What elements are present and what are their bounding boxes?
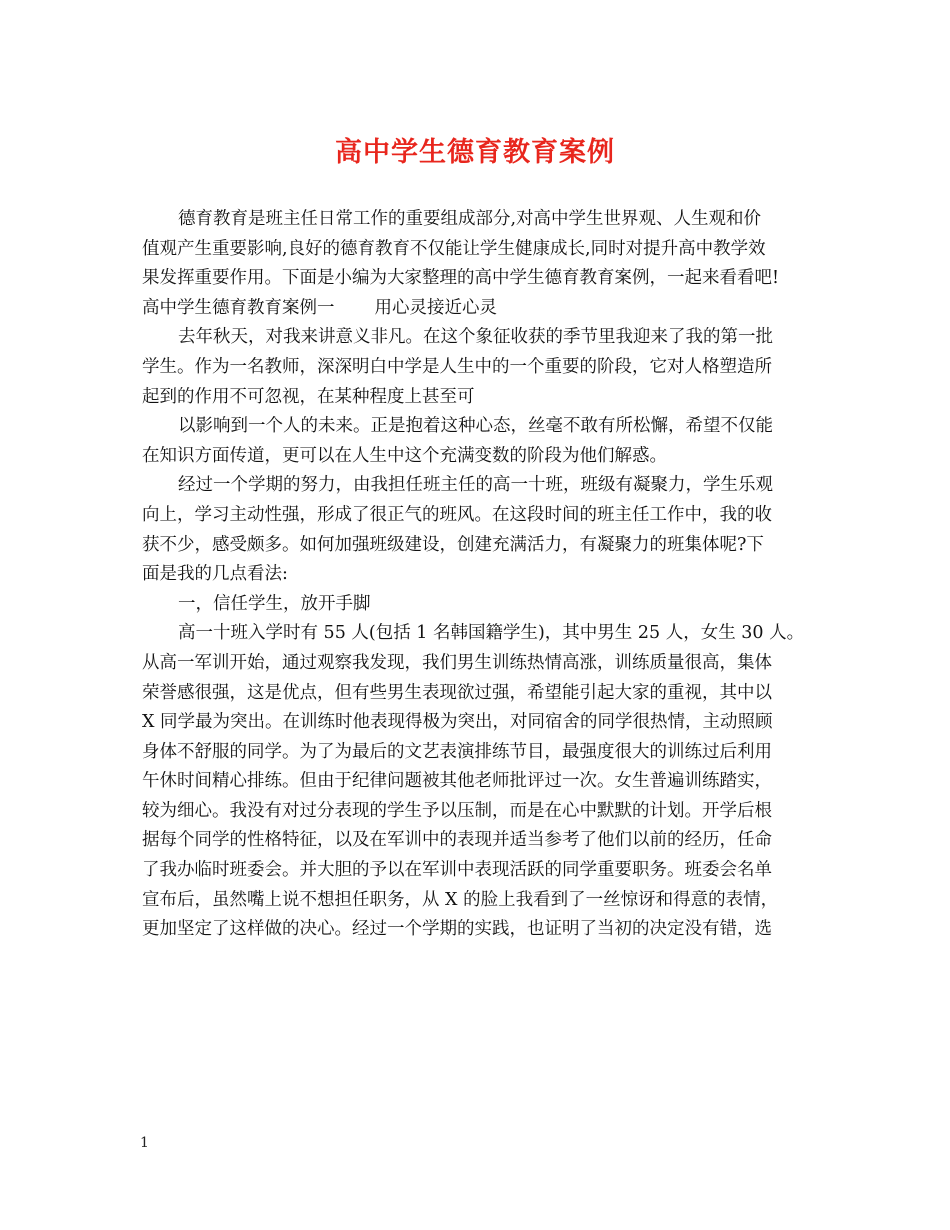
case-heading: 高中学生德育教育案例一	[142, 297, 335, 318]
text-line: 果发挥重要作用。下面是小编为大家整理的高中学生德育教育案例，一起来看看吧!	[142, 268, 780, 289]
text-line: 一，信任学生，放开手脚	[178, 593, 371, 614]
page-number: 1	[140, 1135, 149, 1151]
text-line: 德育教育是班主任日常工作的重要组成部分,对高中学生世界观、人生观和价	[178, 209, 762, 229]
text-line: 去年秋天，对我来讲意义非凡。在这个象征收获的季节里我迎来了我的第一批	[178, 327, 773, 348]
text-line: 更加坚定了这样做的决心。经过一个学期的实践，也证明了当初的决定没有错，选	[142, 919, 772, 940]
text-line: 据每个同学的性格特征，以及在军训中的表现并适当参考了他们以前的经历，任命	[142, 830, 772, 851]
text-line: 从高一军训开始，通过观察我发现，我们男生训练热情高涨，训练质量很高，集体	[142, 652, 772, 673]
text-line: 身体不舒服的同学。为了为最后的文艺表演排练节目，最强度很大的训练过后利用	[142, 741, 772, 762]
text-line: 向上，学习主动性强，形成了很正气的班风。在这段时间的班主任工作中，我的收	[142, 504, 772, 525]
text-line: 较为细心。我没有对过分表现的学生予以压制，而是在心中默默的计划。开学后根	[142, 800, 772, 821]
text-line: 起到的作用不可忽视，在某种程度上甚至可	[142, 386, 475, 407]
document-body	[142, 205, 814, 945]
text-line: 获不少，感受颇多。如何加强班级建设，创建充满活力，有凝聚力的班集体呢?下	[142, 534, 764, 555]
text-line: X 同学最为突出。在训练时他表现得极为突出，对同宿舍的同学很热情，主动照顾	[142, 712, 773, 733]
text-line: 宣布后，虽然嘴上说不想担任职务，从 X 的脸上我看到了一丝惊讶和得意的表情，	[142, 889, 779, 910]
text-line: 面是我的几点看法:	[142, 564, 288, 585]
text-line	[142, 294, 814, 324]
text-line: 在知识方面传道，更可以在人生中这个充满变数的阶段为他们解惑。	[142, 445, 667, 466]
text-line: 了我办临时班委会。并大胆的予以在军训中表现活跃的同学重要职务。班委会名单	[142, 860, 772, 881]
text-line: 经过一个学期的努力，由我担任班主任的高一十班，班级有凝聚力，学生乐观	[178, 475, 773, 496]
text-line: 高一十班入学时有 55 人(包括 1 名韩国籍学生)，其中男生 25 人，女生 30 人。	[178, 623, 805, 644]
text-line: 以影响到一个人的未来。正是抱着这种心态，丝毫不敢有所松懈，希望不仅能	[178, 416, 773, 437]
document-title: 高中学生德育教育案例	[335, 137, 615, 168]
case-subtitle: 用心灵接近心灵	[374, 297, 497, 318]
text-line: 荣誉感很强，这是优点，但有些男生表现欲过强，希望能引起大家的重视，其中以	[142, 682, 772, 703]
text-line: 学生。作为一名教师，深深明白中学是人生中的一个重要的阶段，它对人格塑造所	[142, 356, 772, 377]
text-line: 午休时间精心排练。但由于纪律问题被其他老师批评过一次。女生普遍训练踏实，	[142, 771, 772, 792]
text-line: 值观产生重要影响,良好的德育教育不仅能让学生健康成长,同时对提升高中教学效	[142, 238, 766, 259]
